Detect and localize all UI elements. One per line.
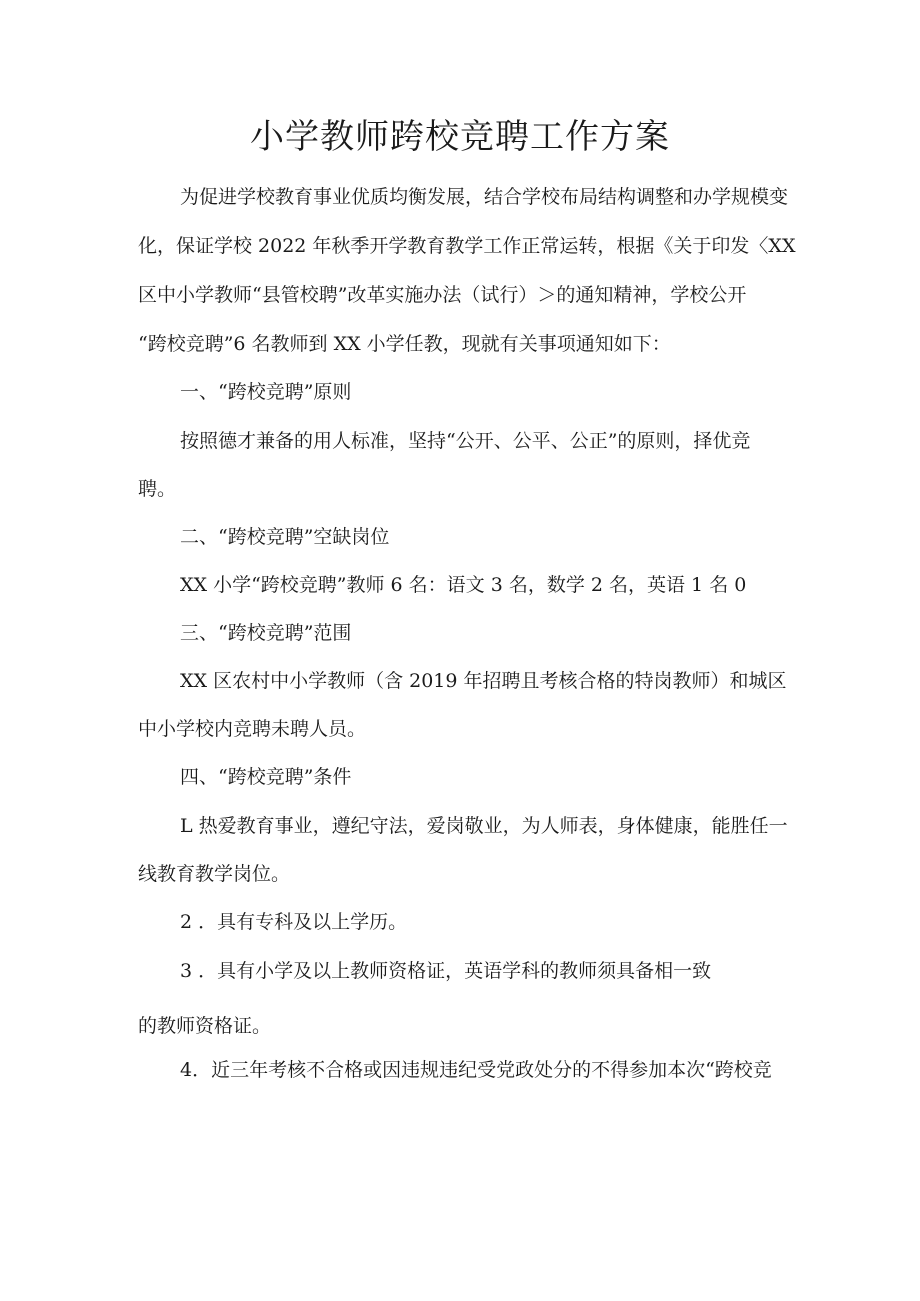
intro-line-4: “跨校竞聘”6 名教师到 XX 小学任教，现就有关事项通知如下： (138, 333, 671, 355)
intro-line-1: 为促进学校教育事业优质均衡发展，结合学校布局结构调整和办学规模变 (180, 186, 789, 208)
condition-2: 2 ．具有专科及以上学历。 (180, 911, 408, 933)
intro-line-2: 化，保证学校 2022 年秋季开学教育教学工作正常运转，根据《关于印发〈XX (138, 235, 796, 257)
section-1-line-1: 按照德才兼备的用人标准，坚持“公开、公平、公正”的原则，择优竞 (180, 430, 751, 452)
condition-3-line-1: 3 ．具有小学及以上教师资格证，英语学科的教师须具备相一致 (180, 960, 712, 982)
condition-4-line-1: 4．近三年考核不合格或因违规违纪受党政处分的不得参加本次“跨校竞 (180, 1059, 772, 1081)
section-1-heading: 一、“跨校竞聘”原则 (180, 381, 352, 403)
section-3-line-2: 中小学校内竞聘未聘人员。 (138, 718, 367, 740)
section-2-heading: 二、“跨校竞聘”空缺岗位 (180, 526, 390, 548)
section-3-line-1: XX 区农村中小学教师（含 2019 年招聘且考核合格的特岗教师）和城区 (180, 670, 787, 692)
condition-1-line-2: 线教育教学岗位。 (138, 863, 291, 885)
section-2-line-1: XX 小学“跨校竞聘”教师 6 名：语文 3 名，数学 2 名，英语 1 名 0 (180, 574, 747, 596)
condition-3-line-2: 的教师资格证。 (138, 1015, 272, 1037)
condition-1-line-1: L 热爱教育事业，遵纪守法，爱岗敬业，为人师表，身体健康，能胜任一 (180, 815, 788, 837)
section-1-line-2: 聘。 (138, 478, 177, 500)
section-4-heading: 四、“跨校竞聘”条件 (180, 766, 352, 788)
section-3-heading: 三、“跨校竞聘”范围 (180, 622, 352, 644)
intro-line-3: 区中小学教师“县管校聘”改革实施办法（试行）＞的通知精神，学校公开 (138, 284, 747, 306)
document-title: 小学教师跨校竞聘工作方案 (250, 117, 670, 157)
